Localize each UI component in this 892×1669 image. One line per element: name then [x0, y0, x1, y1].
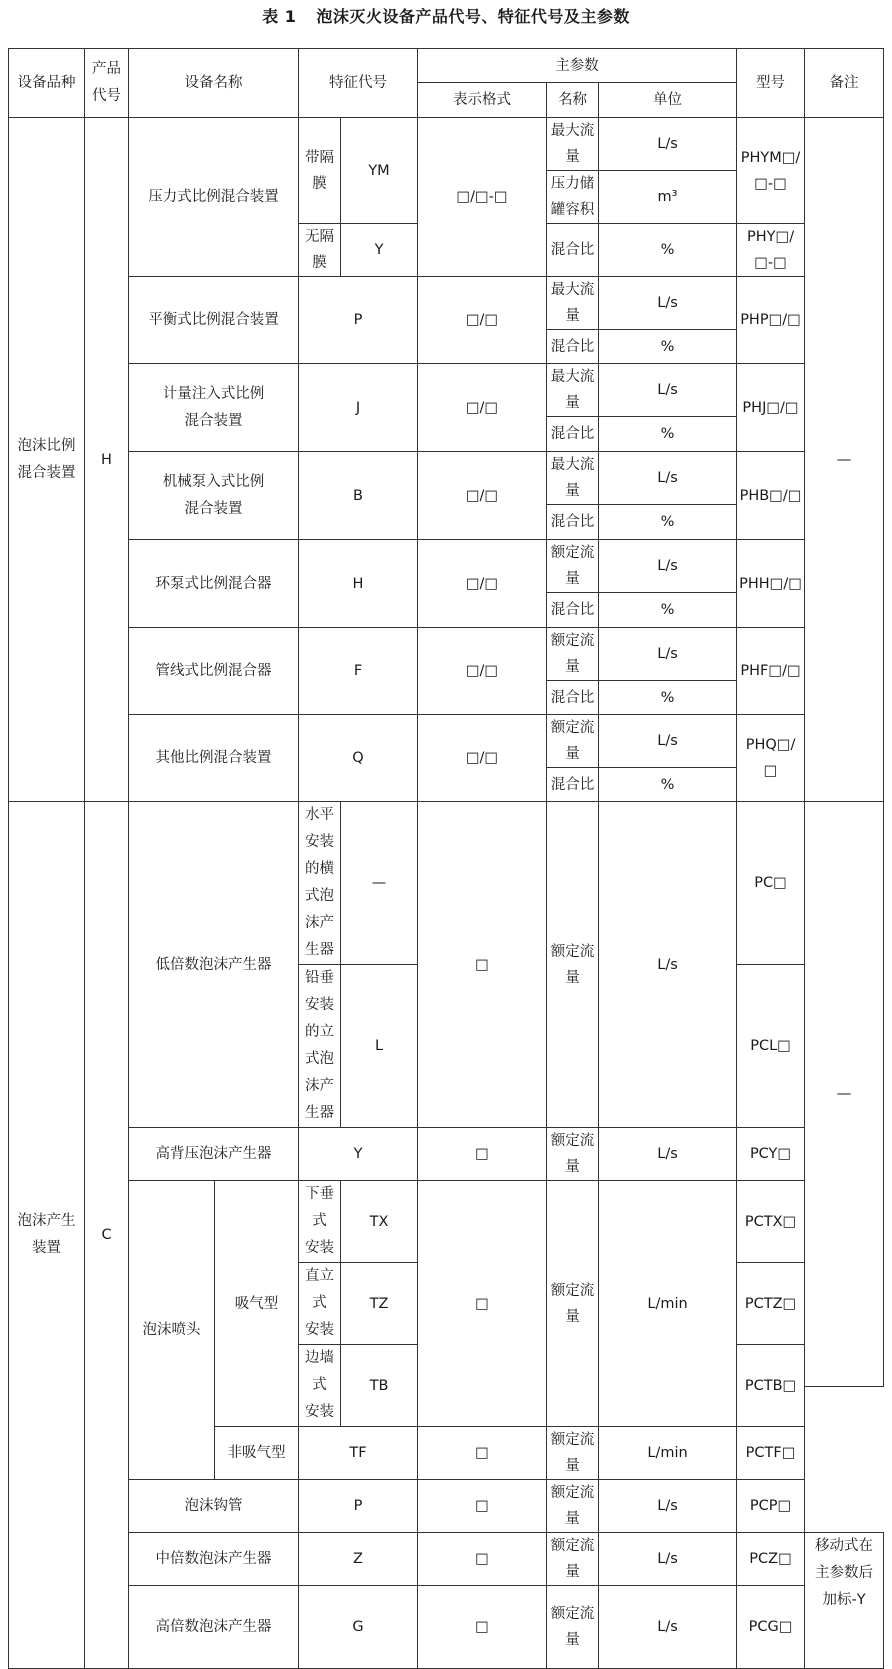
- nozzle-down-code: TX: [341, 1181, 418, 1263]
- equipment-name: 计量注入式比例 混合装置: [129, 364, 299, 452]
- code-medium: Z: [299, 1533, 418, 1586]
- param-unit: L/s: [599, 364, 737, 417]
- name-hook: 泡沫钩管: [129, 1480, 299, 1533]
- model-nozzle-wall: PCTB□: [737, 1345, 805, 1427]
- unit-pressure-2: m³: [599, 171, 737, 224]
- no-membrane-code: Y: [341, 224, 418, 277]
- param-name: 最大流量: [547, 277, 599, 330]
- param-low: 额定流量: [547, 802, 599, 1128]
- nozzle-wall: 边墙式 安装: [299, 1345, 341, 1427]
- caption-title: 泡沫灭火设备产品代号、特征代号及主参数: [316, 7, 630, 26]
- model: PHP□/□: [737, 277, 805, 364]
- param-nozzle: 额定流量: [547, 1181, 599, 1427]
- model-high: PCG□: [737, 1586, 805, 1669]
- with-membrane: 带隔膜: [299, 118, 341, 224]
- nozzle-up: 直立式 安装: [299, 1263, 341, 1345]
- remark-mobile: 移动式在 主参数后 加标-Y: [805, 1533, 884, 1669]
- param-name: 最大流量: [547, 452, 599, 505]
- table-caption: [0, 4, 892, 27]
- table-row: [9, 1586, 884, 1669]
- name-high: 高倍数泡沫产生器: [129, 1586, 299, 1669]
- nozzle-wall-code: TB: [341, 1345, 418, 1427]
- feature-code: J: [299, 364, 418, 452]
- table-row: [9, 540, 884, 593]
- low-horizontal-code: —: [341, 802, 418, 965]
- nozzle-up-code: TZ: [341, 1263, 418, 1345]
- type-proportioners: 泡沫比例 混合装置: [9, 118, 85, 802]
- name-medium: 中倍数泡沫产生器: [129, 1533, 299, 1586]
- table-row: [9, 1128, 884, 1181]
- caption-number: 表 1: [262, 7, 297, 26]
- no-membrane: 无隔膜: [299, 224, 341, 277]
- code-hook: P: [299, 1480, 418, 1533]
- feature-code: H: [299, 540, 418, 628]
- param-name: 混合比: [547, 330, 599, 364]
- param-unit: L/s: [599, 277, 737, 330]
- param-name: 混合比: [547, 768, 599, 802]
- nozzle-down: 下垂式 安装: [299, 1181, 341, 1263]
- model-high-back: PCY□: [737, 1128, 805, 1181]
- table-row: [9, 118, 884, 171]
- code-generators: C: [85, 802, 129, 1669]
- header-format: 表示格式: [418, 83, 547, 118]
- param-unit: L/s: [599, 452, 737, 505]
- model-pressure-ym: PHYM□/□-□: [737, 118, 805, 224]
- header-equipment-name: 设备名称: [129, 49, 299, 118]
- header-feature-code: 特征代号: [299, 49, 418, 118]
- table-row: [9, 1181, 884, 1223]
- code-proportioners: H: [85, 118, 129, 802]
- code-high-back: Y: [299, 1128, 418, 1181]
- param-name: 混合比: [547, 505, 599, 540]
- param-name: 额定流量: [547, 628, 599, 681]
- param-format: □/□: [418, 364, 547, 452]
- model-medium: PCZ□: [737, 1533, 805, 1586]
- model-pressure-y: PHY□/□-□: [737, 224, 805, 277]
- unit-nozzle-non-aspirating: L/min: [599, 1427, 737, 1480]
- header-param-name: 名称: [547, 83, 599, 118]
- param-format: □/□: [418, 540, 547, 628]
- low-vertical-code: L: [341, 965, 418, 1128]
- table-row: [9, 1533, 884, 1586]
- param-unit: L/s: [599, 540, 737, 593]
- model: PHB□/□: [737, 452, 805, 540]
- param-format: □/□: [418, 452, 547, 540]
- name-nozzle: 泡沫喷头: [129, 1181, 215, 1480]
- param-high-back: 额定流量: [547, 1128, 599, 1181]
- param-pressure-3: 混合比: [547, 224, 599, 277]
- header-equipment-type: 设备品种: [9, 49, 85, 118]
- param-hook: 额定流量: [547, 1480, 599, 1533]
- param-unit: L/s: [599, 628, 737, 681]
- unit-pressure-3: %: [599, 224, 737, 277]
- unit-medium: L/s: [599, 1533, 737, 1586]
- name-low-expansion: 低倍数泡沫产生器: [129, 802, 299, 1128]
- param-unit: L/s: [599, 715, 737, 768]
- param-unit: %: [599, 681, 737, 715]
- header-model: 型号: [737, 49, 805, 118]
- unit-pressure-1: L/s: [599, 118, 737, 171]
- unit-low: L/s: [599, 802, 737, 1128]
- param-name: 混合比: [547, 417, 599, 452]
- param-nozzle-non-aspirating: 额定流量: [547, 1427, 599, 1480]
- table-row: [9, 628, 884, 681]
- param-format: □/□: [418, 628, 547, 715]
- remark-proportioners: —: [805, 118, 884, 802]
- equipment-name: 管线式比例混合器: [129, 628, 299, 715]
- param-name: 混合比: [547, 593, 599, 628]
- low-horizontal: 水平安装 的横式泡 沫产生器: [299, 802, 341, 965]
- param-unit: %: [599, 417, 737, 452]
- unit-nozzle: L/min: [599, 1181, 737, 1427]
- param-name: 混合比: [547, 681, 599, 715]
- name-high-back: 高背压泡沫产生器: [129, 1128, 299, 1181]
- model: PHJ□/□: [737, 364, 805, 452]
- param-format: □/□: [418, 277, 547, 364]
- model-nozzle-up: PCTZ□: [737, 1263, 805, 1345]
- table-row: [9, 277, 884, 330]
- table-row: [9, 364, 884, 417]
- param-pressure-1: 最大流量: [547, 118, 599, 171]
- format-low: □: [418, 802, 547, 1128]
- param-format: □/□: [418, 715, 547, 802]
- header-main-params: 主参数: [418, 49, 737, 83]
- unit-high: L/s: [599, 1586, 737, 1669]
- format-nozzle-non-aspirating: □: [418, 1427, 547, 1480]
- model-low-vertical: PCL□: [737, 965, 805, 1128]
- model: PHF□/□: [737, 628, 805, 715]
- header-row: [9, 49, 884, 83]
- header-product-code: 产品 代号: [85, 49, 129, 118]
- nozzle-non-aspirating: 非吸气型: [215, 1427, 299, 1480]
- model: PHQ□/□: [737, 715, 805, 802]
- param-name: 额定流量: [547, 715, 599, 768]
- param-unit: %: [599, 593, 737, 628]
- remark-generators: —: [805, 802, 884, 1387]
- param-unit: %: [599, 768, 737, 802]
- param-unit: %: [599, 505, 737, 540]
- format-medium: □: [418, 1533, 547, 1586]
- equipment-name: 平衡式比例混合装置: [129, 277, 299, 364]
- table-row: [9, 452, 884, 505]
- format-hook: □: [418, 1480, 547, 1533]
- format-high: □: [418, 1586, 547, 1669]
- name-pressure: 压力式比例混合装置: [129, 118, 299, 277]
- equipment-name: 其他比例混合装置: [129, 715, 299, 802]
- unit-high-back: L/s: [599, 1128, 737, 1181]
- param-name: 最大流量: [547, 364, 599, 417]
- param-unit: %: [599, 330, 737, 364]
- nozzle-air-aspirating: 吸气型: [215, 1181, 299, 1427]
- format-high-back: □: [418, 1128, 547, 1181]
- param-medium: 额定流量: [547, 1533, 599, 1586]
- with-membrane-code: YM: [341, 118, 418, 224]
- format-nozzle: □: [418, 1181, 547, 1427]
- table-row: [9, 802, 884, 965]
- param-high: 额定流量: [547, 1586, 599, 1669]
- header-unit: 单位: [599, 83, 737, 118]
- low-vertical: 铅垂安装 的立式泡 沫产生器: [299, 965, 341, 1128]
- feature-code: B: [299, 452, 418, 540]
- feature-code: F: [299, 628, 418, 715]
- equipment-name: 机械泵入式比例 混合装置: [129, 452, 299, 540]
- param-name: 额定流量: [547, 540, 599, 593]
- model-nozzle-non-aspirating: PCTF□: [737, 1427, 805, 1480]
- table-row: [9, 715, 884, 768]
- spec-table: [8, 48, 884, 1669]
- param-pressure-2: 压力储罐容积: [547, 171, 599, 224]
- model: PHH□/□: [737, 540, 805, 628]
- format-pressure: □/□-□: [418, 118, 547, 277]
- nozzle-non-aspirating-code: TF: [299, 1427, 418, 1480]
- equipment-name: 环泵式比例混合器: [129, 540, 299, 628]
- feature-code: Q: [299, 715, 418, 802]
- type-generators: 泡沫产生 装置: [9, 802, 85, 1669]
- table-row: [9, 1480, 884, 1533]
- model-hook: PCP□: [737, 1480, 805, 1533]
- feature-code: P: [299, 277, 418, 364]
- model-low-horizontal: PC□: [737, 802, 805, 965]
- header-remark: 备注: [805, 49, 884, 118]
- unit-hook: L/s: [599, 1480, 737, 1533]
- model-nozzle-down: PCTX□: [737, 1181, 805, 1263]
- code-high: G: [299, 1586, 418, 1669]
